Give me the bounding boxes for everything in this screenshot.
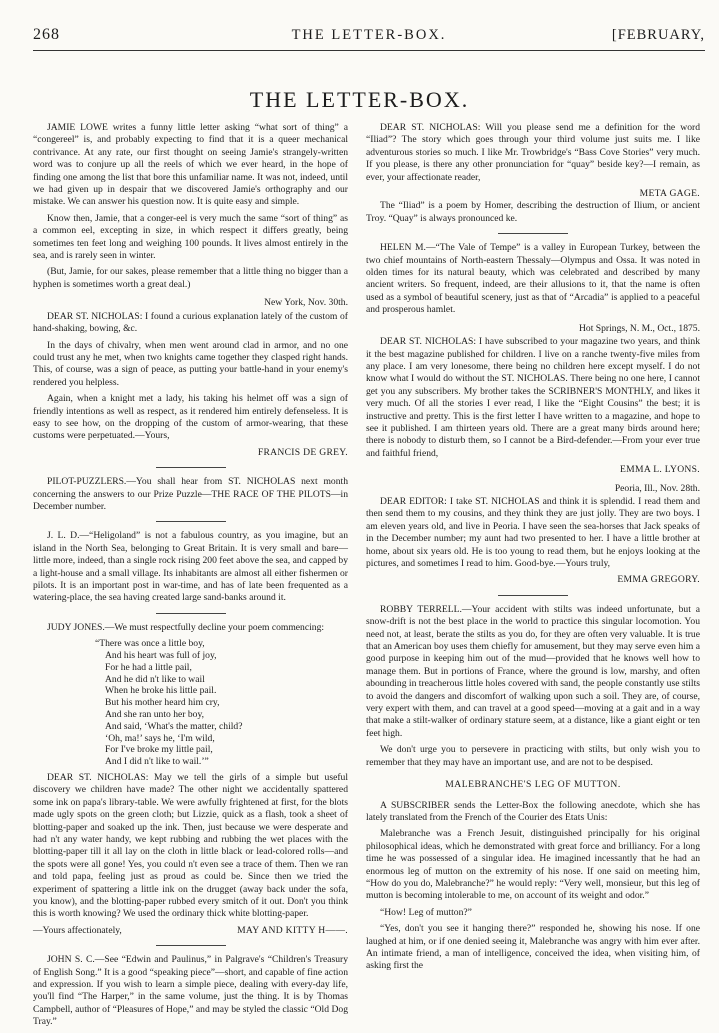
separator <box>156 467 226 468</box>
may-kitty-letter: DEAR ST. NICHOLAS: May we tell the girls of a simple but useful discovery we children have made? The other night we accidentally spattered some ink on papa's library-table. We were awfully frightened at first, for the blots made ugly spots on the green cloth; but Lizzie, quick as a flash, took a sheet of blotting-paper and soaked up the ink. Then, just because we were desperate and had n't any water handy, we kept rubbing and rubbing the wet places with the blotting-paper till it all lay on the cloth in little black or lead-colored rolls—and the spots were all gone! Yes, you could n't even see a trace of them. Then we ran and told papa, feeling just as proud as could be. Since then we tried the experiment of spattering a little ink on the drugget (away back under the sofa, you know), and the blotting-paper rubbed every smitch of it out. Don't you think this is worth knowing? We used the ordinary thick white blotting-paper. <box>33 771 348 920</box>
poem-line: ‘Oh, ma!’ says he, ‘I'm wild, <box>105 732 215 744</box>
poem-line: But his mother heard him cry, <box>105 697 220 709</box>
mutton-para-3: “How! Leg of mutton?” <box>380 906 472 918</box>
poem <box>95 638 348 768</box>
grey-para-1: DEAR ST. NICHOLAS: I found a curious explanation lately of the custom of hand-shaking, bowing, &c. <box>33 310 348 335</box>
gregory-signature: EMMA GREGORY. <box>617 574 700 586</box>
lowe-para-2: Know then, Jamie, that a conger-eel is very much the same “sort of thing” as a common eel, excepting in size, in which respect it differs greatly, being sometimes ten feet long and weighing 100 pounds. It lives almost entirely in the sea, and is rarely seen in winter. <box>33 212 348 262</box>
poem-line: And his heart was full of joy, <box>105 650 217 662</box>
poem-line: When he broke his little pail. <box>105 685 217 697</box>
separator <box>156 613 226 614</box>
judy-intro: JUDY JONES.—We must respectfully decline your poem commencing: <box>47 621 325 633</box>
separator <box>156 945 226 946</box>
gregory-dateline: Peoria, Ill., Nov. 28th. <box>614 482 700 494</box>
robby-para-1: ROBBY TERRELL.—Your accident with stilts was indeed unfortunate, but a snow-drift is not the best place in the world to practice this singular locomotion. You need not, at least, berate the stilts as you do, for they are often very valuable. It is true that an American boy uses them chiefly for amusement, but they may serve even him a good purpose in keeping him out of the mud—provided that he knows well how to manage them. But in portions of France, where the ground is low, marshy, and often abounding in treacherous little holes covered with sand, the people constantly use stilts to avoid the dangers and discomfort of walking upon such a soil. They are, of course, very expert with them, and can travel at a good speed—moving at a gait and in a way that make a stilt-walker of ordinary stature seem, at a distance, like a giant eight or ten feet high. <box>366 603 700 739</box>
poem-line: And she ran unto her boy, <box>105 709 205 720</box>
grey-para-3: Again, when a knight met a lady, his taking his helmet off was a sign of friendly intentions as well as respect, as it rendered him entirely defenseless. It is easy to see how, on the dropping of the custom of armor-wearing, that these customs were perpetuated.—Yours, <box>33 393 348 442</box>
lowe-para-1: JAMIE LOWE writes a funny little letter asking “what sort of thing” a “congereel” is, and probably expecting to find that it is a queer mechanical contrivance. At any rate, our first thought on seeing Jamie's strangely-written word was to conjure up all the reels of which we ever heard, in the hope of finding one among the list that bore this unfamiliar name. It was not, indeed, until we had given up in despair that we discovered Jamie's orthography and our mistake. We can answer his question now. It is quite easy and simple. <box>33 122 348 208</box>
may-kitty-closing: —Yours affectionately, <box>33 924 122 936</box>
separator <box>156 521 226 522</box>
may-kitty-signature: MAY AND KITTY H——. <box>237 924 348 936</box>
tempe-answer: HELEN M.—“The Vale of Tempe” is a valley in European Turkey, between the two chief mountains of North-eastern Thessaly—Olympus and Ossa. It was noted in olden times for its natural beauty, which was celebrated and described by many ancient writers. So frequent, indeed, are their allusions to it, that the name is often used as a symbol of beautiful scenery, just as that of “Arcadia” is applied to a peaceful and prosperous hamlet. <box>366 242 700 316</box>
robby-para-2: We don't urge you to persevere in practicing with stilts, but only wish you to remember that they may have an important use, and are not to be despised. <box>366 744 700 768</box>
gregory-letter: DEAR EDITOR: I take ST. NICHOLAS and think it is splendid. I read them and then send them to my cousins, and they think they are just jolly. They are two boys. I am eleven years old, and live in Peoria. I have seen the sea-horses that Jack speaks of in the December number; my aunt had two presented to her. I have a little brother at home, about six years old. He is too young to read them, but he enjoys looking at the pictures, and sometimes I read to him. Good-bye.—Yours truly, <box>366 495 700 569</box>
lyons-letter: DEAR ST. NICHOLAS: I have subscribed to your magazine two years, and think it the best magazine published for children. I live on a ranche twenty-five miles from any place. I am very lonesome, there being no children here except myself. I do not know what I would do without the ST. NICHOLAS. There being no one here, I cannot get you any subscribers. My brother takes the SCRIBNER'S MONTHLY, and likes it very much. Of all the stories I ever read, I like the “Eight Cousins” the best; it is instructive and pretty. This is the first letter I have written to a magazine, and hope to see it published. I am thirteen years old. There are a great many birds around here; there is nobody to disturb them, so I cannot be a Bird-defender.—From your ever true and faithful friend, <box>366 336 700 459</box>
meta-signature: META GAGE. <box>639 188 700 200</box>
poem-line: And said, ‘What's the matter, child? <box>105 720 243 732</box>
iliad-answer: The “Iliad” is a poem by Homer, describing the destruction of Ilium, or ancient Troy. “Quay” is always pronounced ke. <box>366 200 700 224</box>
may-kitty-signoff <box>33 925 348 937</box>
mutton-heading: MALEBRANCHE'S LEG OF MUTTON. <box>445 779 621 791</box>
page-number: 268 <box>33 26 60 43</box>
running-header <box>33 26 705 48</box>
mutton-para-4: “Yes, don't you see it hanging there?” responded he, showing his nose. If one laughed at him, or if one denied seeing it, Malebranche was angry with him ever after. An intimate friend, a man of intelligence, conceived the idea, when visiting him, of asking first the <box>366 923 700 972</box>
running-title: THE LETTER-BOX. <box>291 27 447 43</box>
lyons-signature: EMMA L. LYONS. <box>620 464 700 476</box>
mutton-para-1: A SUBSCRIBER sends the Letter-Box the following anecdote, which she has lately translated from the French of the Courier des Etats Unis: <box>366 799 700 823</box>
right-column <box>366 122 700 977</box>
poem-line: And I did n't like to wail.’” <box>105 756 209 768</box>
pilot-puzzlers: PILOT-PUZZLERS.—You shall hear from ST. NICHOLAS next month concerning the answers to our Prize Puzzle—THE RACE OF THE PILOTS—in December number. <box>33 476 348 512</box>
section-title: THE LETTER-BOX. <box>249 87 470 112</box>
poem-line: And he did n't like to wail <box>105 673 205 685</box>
meta-letter: DEAR ST. NICHOLAS: Will you please send me a definition for the word “Iliad”? The story which goes through your third volume just suits me. I like adventurous stories so much. I like Mr. Trowbridge's “Bass Cove Stories” very much. If you please, is there any other pronunciation for “quay” beside key?—I remain, as ever, your affectionate reader, <box>366 122 700 183</box>
grey-dateline: New York, Nov. 30th. <box>264 297 348 309</box>
poem-line: For he had a little pail, <box>105 661 192 673</box>
grey-signature: FRANCIS DE GREY. <box>257 446 348 458</box>
separator <box>498 595 568 596</box>
left-column <box>33 122 348 1033</box>
separator <box>498 233 568 234</box>
header-rule <box>33 50 705 51</box>
running-month: [FEBRUARY, <box>611 27 705 43</box>
john-answer: JOHN S. C.—See “Edwin and Paulinus,” in Palgrave's “Children's Treasury of English Song.” It is a good “speaking piece”—short, and capable of fine action and expression. If you wish to learn a simple piece, dealing with every-day life, you'll find “The Harper,” in the same volume, just the thing. It is by Thomas Campbell, author of “Pleasures of Hope,” and may be styled the classic “Old Dog Tray.” <box>33 954 348 1028</box>
heligoland-answer: J. L. D.—“Heligoland” is not a fabulous country, as you imagine, but an island in the North Sea, belonging to Great Britain. It is very small and bare—little more, indeed, than a single rock rising 200 feet above the sea, and capped by a light-house and a small village. Its inhabitants are almost all either fishermen or pilots. It is an important post in war-time, and has of late been frequented as a watering-place, the sea having created large sand-banks around it. <box>33 530 348 604</box>
grey-para-2: In the days of chivalry, when men went around clad in armor, and no one could trust any he met, when two knights came together they clasped right hands. This, of course, was a sign of peace, as putting your battle-hand in your enemy's rendered you helpless. <box>33 339 348 388</box>
poem-line: For I've broke my little pail, <box>105 744 213 756</box>
mutton-para-2: Malebranche was a French Jesuit, distinguished principally for his original philosophical ideas, which he demonstrated with great force and brilliancy. For a long time he was possessed of a singular idea. He imagined incessantly that he had an enormous leg of mutton on the extremity of his nose. If one said on meeting him, “How do you do, Malebranche?” he would reply: “Very well, monsieur, but this leg of mutton is becoming intolerable to me, on account of its weight and odor.” <box>366 828 700 902</box>
lyons-dateline: Hot Springs, N. M., Oct., 1875. <box>579 322 700 334</box>
poem-line: “There was once a little boy, <box>95 638 205 650</box>
lowe-para-3: (But, Jamie, for our sakes, please remember that a little thing no bigger than a hyphen is sometimes worth a great deal.) <box>33 266 348 290</box>
